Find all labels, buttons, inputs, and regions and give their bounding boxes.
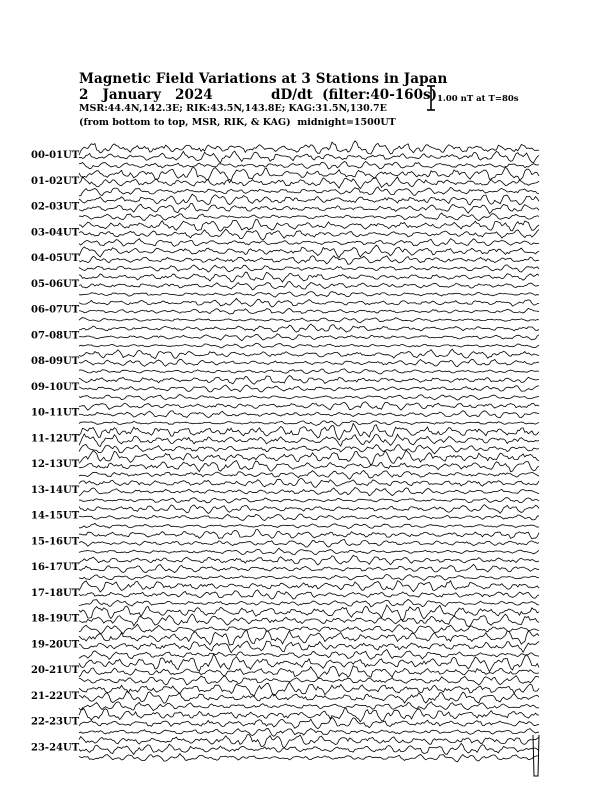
trace-rik-14-15UT: [79, 514, 539, 521]
trace-kag-11-12UT: [79, 423, 539, 440]
trace-kag-23-24UT: [79, 734, 539, 747]
trace-msr-07-08UT: [79, 343, 539, 348]
hour-row-label: 12-13UT: [31, 459, 80, 470]
trace-msr-01-02UT: [79, 187, 539, 196]
trace-rik-09-10UT: [79, 385, 539, 392]
trace-msr-19-20UT: [79, 650, 539, 660]
station-order-note: (from bottom to top, MSR, RIK, & KAG) midnight=1500UT: [79, 117, 396, 128]
trace-kag-04-05UT: [79, 245, 539, 258]
trace-kag-05-06UT: [79, 272, 539, 282]
trace-msr-03-04UT: [79, 239, 539, 247]
trace-kag-14-15UT: [79, 505, 539, 514]
hour-row-label: 20-21UT: [31, 665, 80, 676]
trace-kag-09-10UT: [79, 376, 539, 385]
trace-msr-05-06UT: [79, 292, 539, 298]
trace-msr-14-15UT: [79, 523, 539, 528]
hour-row-label: 23-24UT: [31, 742, 80, 754]
hour-row-label: 05-06UT: [31, 278, 80, 290]
trace-kag-18-19UT: [79, 605, 539, 620]
trace-kag-03-04UT: [79, 220, 539, 232]
hour-row-label: 10-11UT: [31, 407, 80, 419]
trace-msr-17-18UT: [79, 599, 539, 606]
trace-rik-22-23UT: [79, 718, 539, 729]
trace-kag-19-20UT: [79, 631, 539, 645]
trace-kag-01-02UT: [79, 167, 539, 183]
scale-bar: [427, 86, 435, 110]
trace-msr-10-11UT: [79, 421, 539, 426]
trace-msr-08-09UT: [79, 369, 539, 374]
trace-rik-03-04UT: [79, 229, 539, 240]
trace-msr-12-13UT: [79, 471, 539, 480]
trace-msr-20-21UT: [79, 676, 539, 685]
trace-rik-11-12UT: [79, 434, 539, 447]
hour-row-label: 13-14UT: [31, 484, 80, 496]
hour-row-label: 16-17UT: [31, 562, 80, 573]
trace-rik-06-07UT: [79, 308, 539, 314]
trace-msr-06-07UT: [79, 318, 539, 323]
trace-msr-13-14UT: [79, 498, 539, 503]
trace-kag-22-23UT: [79, 708, 539, 722]
scale-bar-label: 1.00 nT at T=80s: [437, 94, 519, 104]
trace-kag-10-11UT: [79, 402, 539, 410]
trace-msr-11-12UT: [79, 445, 539, 454]
trace-rik-04-05UT: [79, 256, 539, 265]
trace-rik-23-24UT: [79, 743, 539, 754]
trace-kag-00-01UT: [79, 141, 539, 155]
trace-rik-08-09UT: [79, 359, 539, 366]
hour-row-label: 08-09UT: [31, 356, 80, 367]
hour-row-label: 15-16UT: [31, 536, 80, 548]
hour-row-label: 06-07UT: [31, 304, 80, 316]
hour-row-label: 18-19UT: [31, 613, 80, 625]
trace-msr-16-17UT: [79, 574, 539, 580]
trace-rik-00-01UT: [79, 151, 539, 163]
trace-kag-17-18UT: [79, 581, 539, 592]
trace-rik-13-14UT: [79, 488, 539, 497]
trace-end-spike: [533, 735, 539, 776]
chart-date: 2 January 2024: [79, 87, 213, 103]
hour-row-label: 03-04UT: [31, 227, 80, 239]
trace-rik-16-17UT: [79, 564, 539, 572]
trace-msr-15-16UT: [79, 548, 539, 555]
hour-row-label: 04-05UT: [31, 253, 80, 264]
trace-kag-13-14UT: [79, 479, 539, 488]
chart-filter: dD/dt (filter:40-160s): [271, 87, 437, 103]
hour-row-label: 07-08UT: [31, 330, 80, 342]
trace-kag-15-16UT: [79, 530, 539, 539]
trace-kag-06-07UT: [79, 298, 539, 307]
hour-row-label: 14-15UT: [31, 510, 80, 522]
trace-kag-02-03UT: [79, 194, 539, 205]
trace-msr-23-24UT: [79, 754, 539, 762]
trace-rik-10-11UT: [79, 411, 539, 418]
trace-msr-00-01UT: [79, 162, 539, 170]
hour-row-label: 09-10UT: [31, 381, 80, 393]
trace-rik-18-19UT: [79, 614, 539, 626]
trace-kag-12-13UT: [79, 450, 539, 465]
hour-row-label: 02-03UT: [31, 201, 80, 213]
trace-kag-21-22UT: [79, 682, 539, 696]
trace-rik-05-06UT: [79, 281, 539, 290]
trace-msr-02-03UT: [79, 213, 539, 221]
hour-row-label: 21-22UT: [31, 690, 80, 702]
hour-row-label: 01-02UT: [31, 175, 80, 187]
hour-row-label: 17-18UT: [31, 587, 80, 599]
trace-kag-08-09UT: [79, 349, 539, 359]
trace-rik-15-16UT: [79, 540, 539, 548]
trace-rik-17-18UT: [79, 590, 539, 599]
hour-row-label: 00-01UT: [31, 150, 80, 161]
chart-title: Magnetic Field Variations at 3 Stations in Japan: [79, 71, 448, 87]
hour-row-label: 11-12UT: [31, 433, 80, 445]
trace-rik-20-21UT: [79, 666, 539, 678]
trace-rik-12-13UT: [79, 461, 539, 472]
trace-rik-07-08UT: [79, 334, 539, 341]
station-coordinates: MSR:44.4N,142.3E; RIK:43.5N,143.8E; KAG:31.5N,130.7E: [79, 103, 387, 114]
trace-msr-21-22UT: [79, 702, 539, 711]
trace-kag-16-17UT: [79, 555, 539, 565]
hour-row-label: 19-20UT: [31, 639, 80, 651]
trace-kag-07-08UT: [79, 324, 539, 332]
trace-msr-22-23UT: [79, 729, 539, 737]
trace-msr-09-10UT: [79, 395, 539, 401]
trace-rik-19-20UT: [79, 641, 539, 653]
trace-msr-04-05UT: [79, 265, 539, 272]
hour-row-label: 22-23UT: [31, 716, 80, 728]
